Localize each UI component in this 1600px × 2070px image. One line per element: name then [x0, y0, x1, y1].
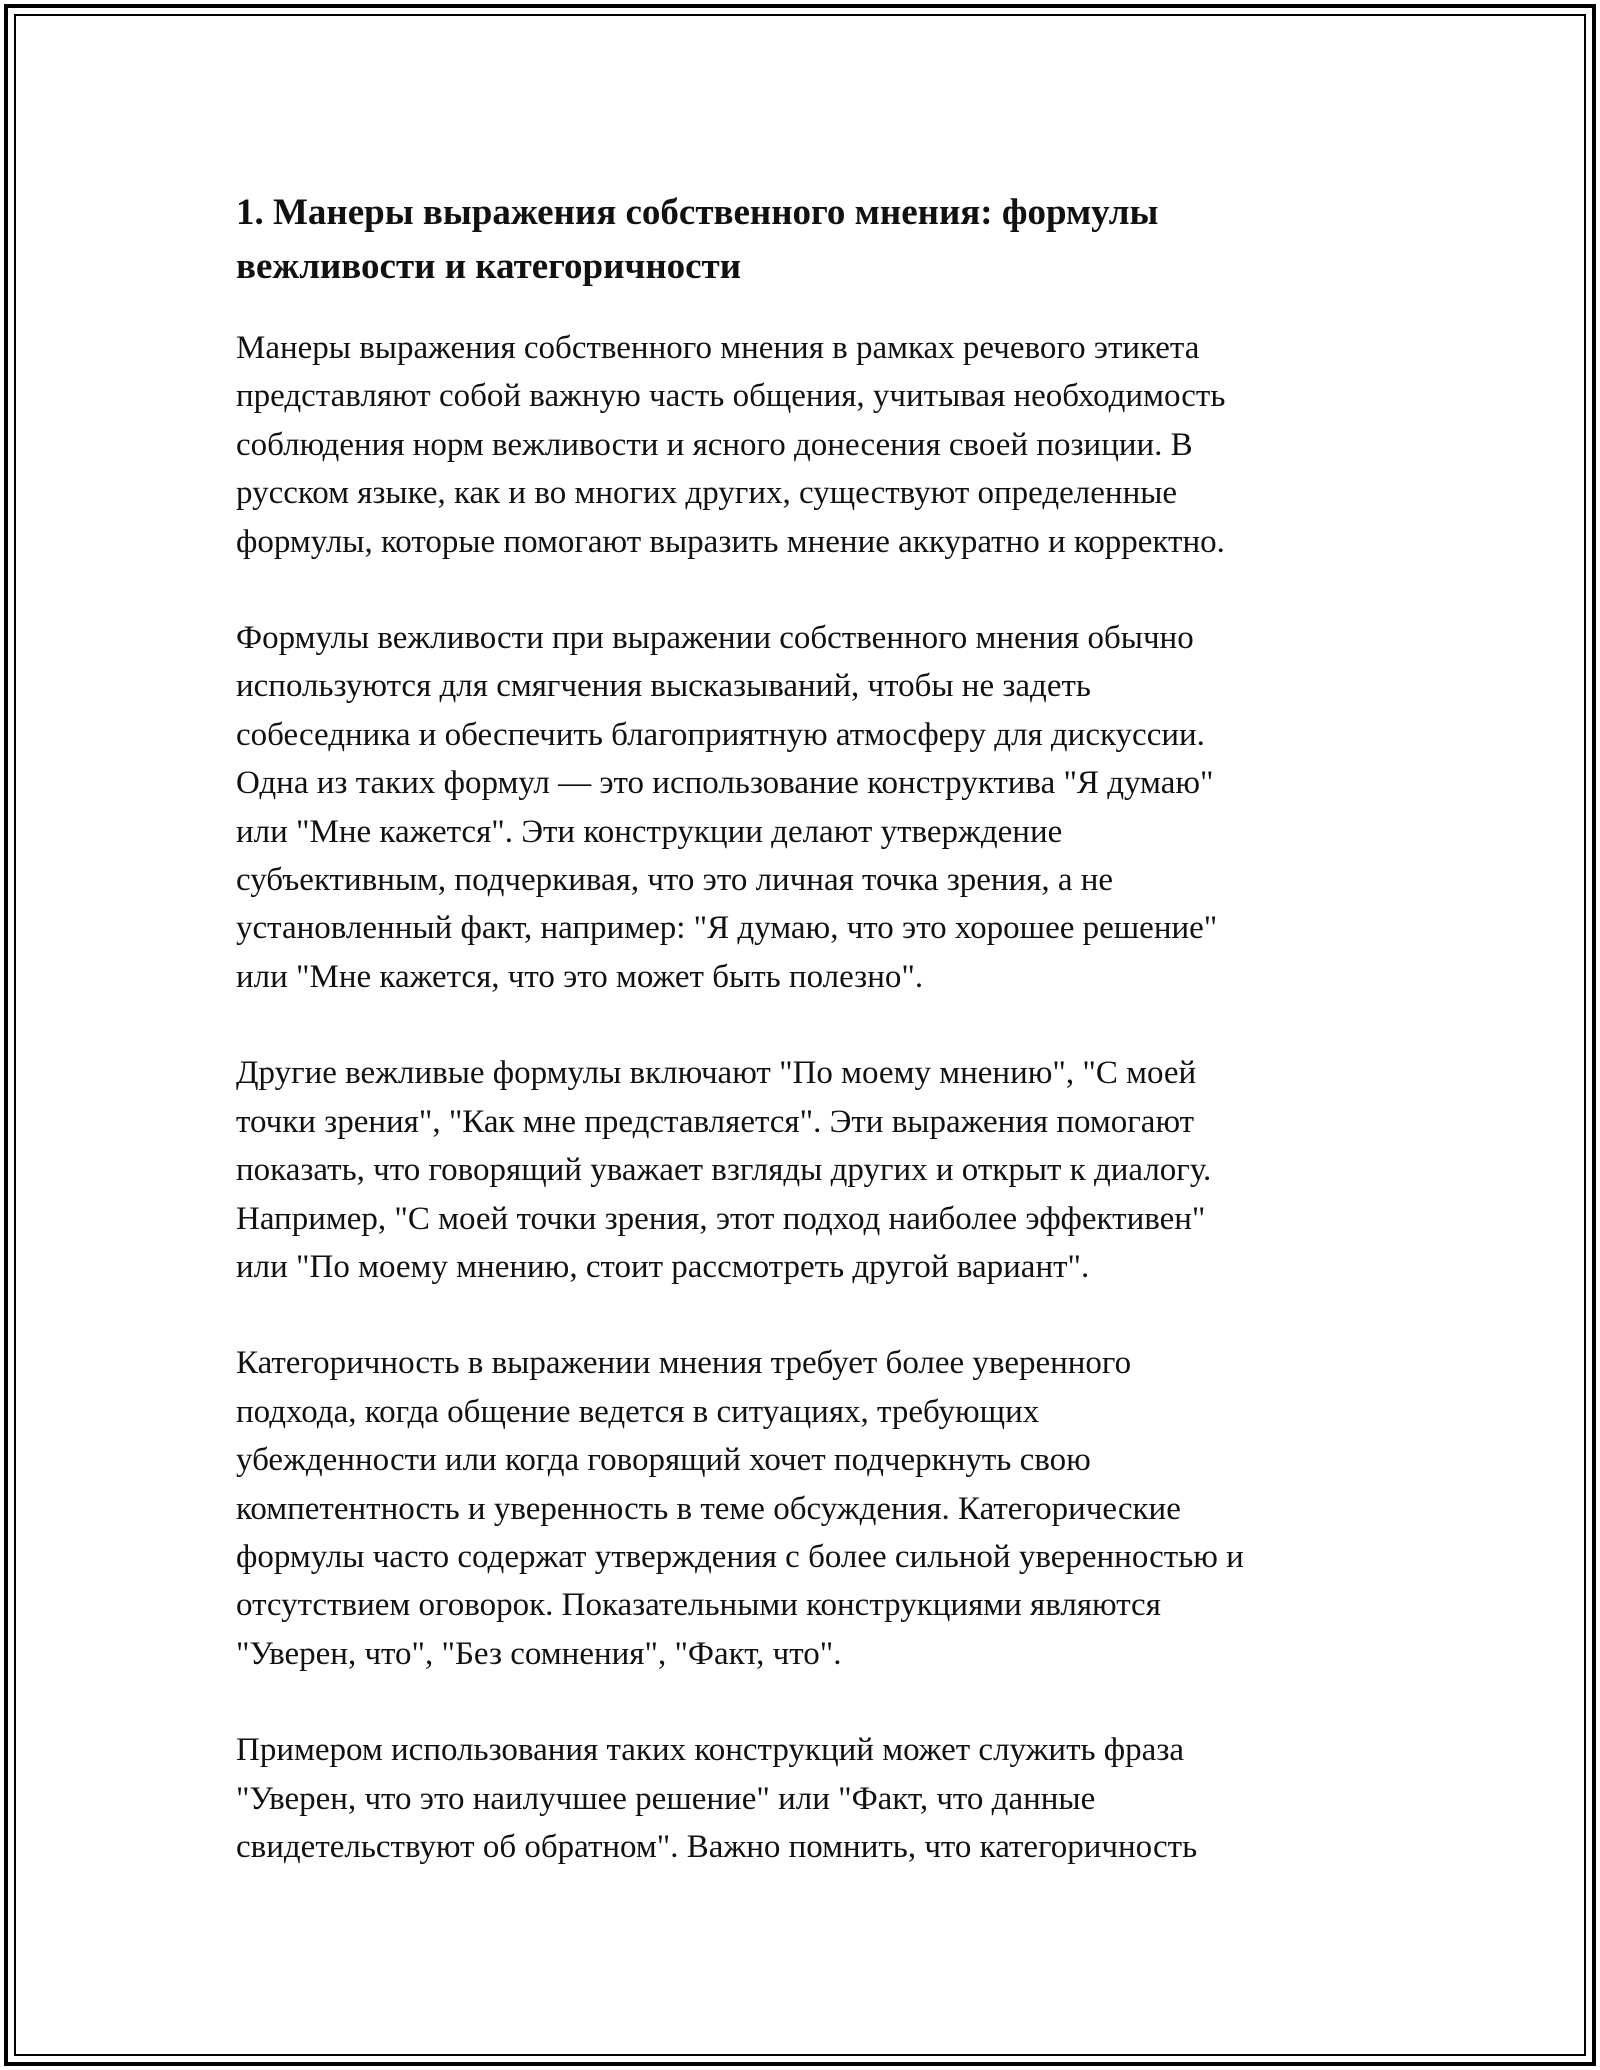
- paragraph-2: Формулы вежливости при выражении собственного мнения обычно используются для смягчения высказываний, чтобы не задеть собеседника и обеспечить благоприятную атмосферу для дискуссии. Одна из таких формул — это использование конструктива "Я думаю" или "Мне кажется". Эти конструкции делают утверждение субъективным, подчеркивая, что это личная точка зрения, а не установленный факт, например: "Я думаю, что это хорошее решение" или "Мне кажется, что это может быть полезно".: [236, 620, 1218, 995]
- paragraph-3: Другие вежливые формулы включают "По моему мнению", "С моей точки зрения", "Как мне представляется". Эти выражения помогают показать, что говорящий уважает взгляды других и открыт к диалогу. Например, "С моей точки зрения, этот подход наиболее эффективен" или "По моему мнению, стоит рассмотреть другой вариант".: [236, 1055, 1212, 1285]
- paragraph-5: Примером использования таких конструкций может служить фраза "Уверен, что это наилучшее решение" или "Факт, что данные свидетельствуют об обратном". Важно помнить, что категоричность: [236, 1732, 1198, 1865]
- section-heading: 1. Манеры выражения собственного мнения: формулы вежливости и категоричности: [236, 192, 1159, 287]
- document-body: [236, 186, 1376, 1871]
- paragraph-4: Категоричность в выражении мнения требует более уверенного подхода, когда общение ведется в ситуациях, требующих убежденности или когда говорящий хочет подчеркнуть свою компетентность и уверенность в теме обсуждения. Категорические формулы часто содержат утверждения с более сильной уверенностью и отсутствием оговорок. Показательными конструкциями являются "Уверен, что", "Без сомнения", "Факт, что".: [236, 1345, 1244, 1672]
- paragraph-1: Манеры выражения собственного мнения в рамках речевого этикета представляют собой важную часть общения, учитывая необходимость соблюдения норм вежливости и ясного донесения своей позиции. В русском языке, как и во многих других, существуют определенные формулы, которые помогают выразить мнение аккуратно и корректно.: [236, 330, 1226, 560]
